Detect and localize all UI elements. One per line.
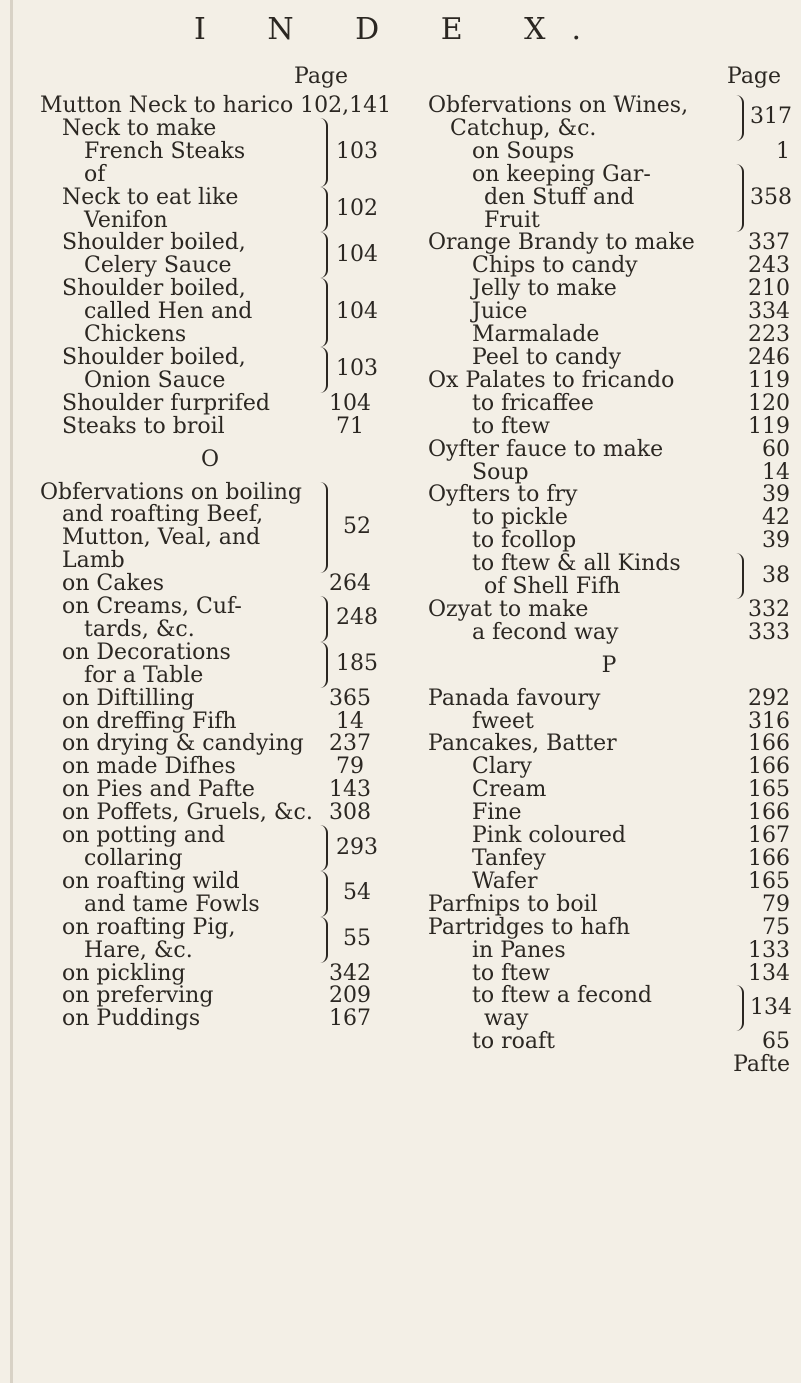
index-entry	[428, 914, 790, 940]
entry-text: collaring	[84, 846, 183, 871]
entry-text: called Hen and	[84, 299, 253, 325]
index-entry-group	[40, 278, 380, 347]
entry-text: on Soups	[472, 138, 575, 164]
index-entry	[428, 733, 790, 756]
entry-page: 166	[748, 800, 790, 826]
entry-text: Shoulder boiled,	[62, 276, 246, 302]
index-entry	[428, 413, 790, 439]
index-entry-group	[40, 914, 380, 963]
entry-page: 165	[748, 777, 790, 803]
entry-text: Mutton, Veal, and	[62, 525, 261, 551]
entry-page: 292	[748, 685, 790, 711]
brace-mark	[732, 164, 744, 233]
left-page-label: Page	[294, 64, 349, 89]
entry-page: 165	[748, 868, 790, 894]
entry-lines	[40, 914, 316, 963]
index-entry	[40, 685, 380, 711]
entry-lines	[428, 95, 732, 141]
index-entry-group	[428, 161, 792, 233]
entry-text: tards, &c.	[84, 616, 195, 642]
entry-text: to fcollop	[472, 528, 577, 554]
entry-text: for a Table	[84, 662, 204, 688]
entry-text: on Puddings	[62, 1006, 201, 1032]
index-entry-group	[40, 479, 380, 574]
index-entry	[428, 848, 790, 871]
entry-page: 79	[762, 891, 790, 917]
brace-mark	[316, 917, 328, 963]
index-entry	[40, 93, 392, 118]
entry-lines	[428, 553, 732, 599]
entry-page: 39	[762, 528, 790, 554]
entry-text: Chips to candy	[472, 253, 638, 279]
entry-text: a fecond way	[472, 619, 619, 645]
entry-page: 42	[762, 505, 790, 531]
entry-text: Neck to eat like	[62, 184, 239, 210]
entry-page: 166	[748, 754, 790, 780]
index-entry-group	[40, 115, 380, 187]
index-entry	[428, 436, 790, 462]
index-entry	[40, 733, 380, 756]
entry-page: 264	[329, 571, 371, 597]
entry-text: Lamb	[62, 548, 125, 574]
entry-lines	[40, 278, 316, 347]
index-entry	[428, 937, 790, 963]
entry-page: 133	[748, 937, 790, 963]
index-entry	[428, 825, 790, 848]
index-entry	[40, 390, 380, 416]
right-page-label: Page	[727, 64, 782, 89]
entry-page: 185	[336, 651, 378, 677]
index-entry	[428, 960, 790, 986]
entry-page: 334	[748, 299, 790, 325]
entry-text: Ox Palates to fricando	[428, 367, 675, 393]
index-entry	[428, 301, 790, 324]
entry-text: Wafer	[472, 868, 538, 894]
entry-lines	[40, 479, 316, 574]
entry-lines	[428, 985, 732, 1031]
index-entry	[40, 708, 380, 734]
index-entry	[428, 619, 790, 645]
entry-text: way	[484, 1006, 529, 1032]
index-entry	[428, 459, 790, 485]
index-entry	[428, 1031, 790, 1054]
entry-page: 209	[329, 983, 371, 1009]
entry-page: 119	[748, 413, 790, 439]
index-entry	[428, 324, 790, 347]
entry-text: Oyfter fauce to make	[428, 436, 664, 462]
index-entry	[40, 779, 380, 802]
entry-text: Clary	[472, 754, 532, 780]
entry-page: 1	[776, 138, 790, 164]
index-entry-group	[40, 868, 380, 917]
index-entry	[428, 708, 790, 734]
entry-text: Onion Sauce	[84, 367, 226, 393]
index-entry	[428, 530, 790, 553]
index-entry	[428, 390, 790, 416]
brace-mark	[316, 871, 328, 917]
entry-text: French Steaks	[84, 138, 246, 164]
brace-mark	[732, 553, 744, 599]
section-letter-o: O	[200, 446, 220, 472]
entry-lines	[40, 596, 316, 642]
index-entry	[428, 367, 790, 393]
entry-page: 119	[748, 367, 790, 393]
entry-text: Partridges to hafh	[428, 914, 630, 940]
index-entry-group	[40, 639, 380, 688]
index-entry	[428, 779, 790, 802]
index-entry-group	[428, 553, 790, 599]
index-entry	[428, 868, 790, 894]
brace-mark	[732, 95, 744, 141]
index-entry	[40, 1008, 380, 1031]
entry-text: to ftew a fecond	[472, 983, 652, 1009]
entry-text: on Poffets, Gruels, &c.	[62, 800, 313, 826]
entry-text: Ozyat to make	[428, 596, 589, 622]
entry-page: 102	[336, 196, 378, 222]
entry-page: 14	[336, 708, 364, 734]
right-entries-p	[428, 685, 792, 1055]
entry-text: Cream	[472, 777, 547, 803]
index-entry	[428, 255, 790, 278]
entry-text: Neck to make	[62, 115, 217, 141]
entry-page: 134	[750, 994, 792, 1020]
entry-page: 55	[343, 926, 371, 952]
index-entry	[428, 891, 790, 917]
entry-text: Tanfey	[472, 846, 546, 871]
entry-text: Shoulder boiled,	[62, 230, 246, 256]
entry-text: fweet	[472, 708, 534, 734]
entry-page: 210	[748, 276, 790, 302]
index-entry	[428, 596, 790, 622]
entry-text: and tame Fowls	[84, 891, 260, 917]
brace-mark	[316, 596, 328, 642]
entry-text: of	[84, 161, 106, 187]
index-entry-group	[40, 232, 380, 278]
index-entry	[428, 232, 790, 255]
index-entry-group	[40, 596, 380, 642]
entry-page: 54	[343, 880, 371, 906]
entry-page: 65	[762, 1029, 790, 1055]
entry-text: of Shell Fifh	[484, 574, 621, 600]
catchword: Pafte	[733, 1052, 790, 1078]
entry-page: 104	[329, 390, 371, 416]
entry-page: 104	[336, 299, 378, 325]
entry-page: 342	[329, 960, 371, 986]
left-entries-o	[40, 479, 380, 1032]
index-entry	[40, 985, 380, 1008]
entry-page: 223	[748, 322, 790, 348]
brace-mark	[316, 187, 328, 233]
entry-text: Marmalade	[472, 322, 600, 348]
entry-text: to pickle	[472, 505, 568, 531]
entry-text: Peel to candy	[472, 344, 622, 370]
index-entry	[40, 802, 380, 825]
entry-page: 103	[336, 356, 378, 382]
entry-page: 60	[762, 436, 790, 462]
brace-mark	[316, 118, 328, 187]
entry-text: Venifon	[84, 207, 168, 233]
entry-text: Pink coloured	[472, 823, 626, 849]
entry-page: 103	[336, 138, 378, 164]
entry-text: to ftew	[472, 960, 550, 986]
entry-text: Parfnips to boil	[428, 891, 598, 917]
entry-text: Fruit	[484, 207, 540, 233]
entry-lines	[40, 639, 316, 688]
entry-page: 39	[762, 482, 790, 508]
brace-mark	[316, 278, 328, 347]
entry-lines	[40, 184, 316, 233]
entry-text: on Cakes	[62, 571, 164, 597]
entry-text: den Stuff and	[484, 184, 635, 210]
entry-page: 52	[343, 513, 371, 539]
index-entry	[428, 685, 790, 711]
entry-text: Hare, &c.	[84, 937, 193, 963]
entry-page: 317	[750, 104, 792, 130]
page-header: I N D E X.	[193, 12, 608, 47]
entry-text: Chickens	[84, 322, 187, 348]
entry-text: Steaks to broil	[62, 413, 225, 439]
index-entry	[428, 802, 790, 825]
entry-page: 308	[329, 800, 371, 826]
entry-page: 75	[762, 914, 790, 940]
entry-text: on roafting wild	[62, 868, 240, 894]
entry-lines	[40, 344, 316, 393]
entry-text: on Decorations	[62, 639, 231, 665]
section-letter-p: P	[601, 652, 617, 678]
entry-text: on made Difhes	[62, 754, 236, 780]
entry-text: Oyfters to fry	[428, 482, 578, 508]
index-entry	[428, 507, 790, 530]
entry-text: Fine	[472, 800, 522, 826]
entry-page: 248	[336, 605, 378, 631]
entry-page: 141	[349, 93, 392, 118]
entry-text: Catchup, &c.	[450, 115, 597, 141]
entry-page: 337	[748, 230, 790, 256]
entry-page: 316	[748, 708, 790, 734]
entry-page: 143	[329, 777, 371, 803]
entry-text: in Panes	[472, 937, 566, 963]
entry-text: on pickling	[62, 960, 186, 986]
entry-page: 104	[336, 241, 378, 267]
index-entry-group	[40, 184, 380, 233]
entry-page: 237	[329, 731, 371, 757]
entry-text: Juice	[472, 299, 528, 325]
entry-text: Obfervations on Wines,	[428, 93, 689, 118]
brace-mark	[316, 232, 328, 278]
entry-text: on preferving	[62, 983, 214, 1009]
entry-page: 38	[762, 562, 790, 588]
entry-page: 166	[748, 731, 790, 757]
entry-text: on Pies and Pafte	[62, 777, 255, 803]
index-entry	[40, 960, 380, 986]
entry-text: Orange Brandy to make	[428, 230, 695, 256]
entry-text: on Diftilling	[62, 685, 195, 711]
entry-text: Jelly to make	[472, 276, 617, 302]
entry-page: 243	[748, 253, 790, 279]
index-entry	[428, 278, 790, 301]
brace-mark	[316, 482, 328, 574]
entry-page: 166	[748, 846, 790, 871]
index-entry-group	[428, 95, 790, 141]
entry-text: on drying & candying	[62, 731, 304, 757]
entry-text: Pancakes, Batter	[428, 731, 617, 757]
entry-text: to ftew & all Kinds	[472, 551, 681, 577]
brace-mark	[316, 642, 328, 688]
entry-text: Mutton Neck to harico 102,	[40, 93, 350, 118]
entry-lines	[40, 232, 316, 278]
entry-text: and roafting Beef,	[62, 502, 264, 528]
index-entry-group	[40, 825, 380, 871]
entry-text: to ftew	[472, 413, 550, 439]
index-entry	[428, 484, 790, 507]
entry-page: 246	[748, 344, 790, 370]
entry-page: 332	[748, 596, 790, 622]
entry-lines	[40, 825, 316, 871]
brace-mark	[732, 985, 744, 1031]
entry-text: Obfervations on boiling	[40, 479, 303, 505]
entry-text: Shoulder furprifed	[62, 390, 271, 416]
entry-page: 14	[762, 459, 790, 485]
entry-text: Panada favoury	[428, 685, 601, 711]
entry-text: on Creams, Cuf-	[62, 594, 242, 620]
entry-text: to fricaffee	[472, 390, 594, 416]
index-entry	[40, 573, 380, 596]
brace-mark	[316, 825, 328, 871]
index-entry	[428, 756, 790, 779]
entry-text: Soup	[472, 459, 529, 485]
entry-text: on roafting Pig,	[62, 914, 236, 940]
entry-page: 333	[748, 619, 790, 645]
index-entry-group	[40, 344, 380, 393]
index-entry-group	[428, 985, 790, 1031]
entry-page: 358	[750, 184, 792, 210]
entry-page: 293	[336, 834, 378, 860]
entry-lines	[40, 868, 316, 917]
entry-text: on dreffing Fifh	[62, 708, 237, 734]
entry-page: 79	[336, 754, 364, 780]
left-entries	[40, 93, 392, 439]
entry-page: 134	[748, 960, 790, 986]
page-edge-shadow	[10, 0, 13, 1383]
index-entry	[428, 344, 790, 370]
entry-text: on keeping Gar-	[472, 161, 651, 187]
right-column	[428, 95, 790, 1077]
entry-text: Celery Sauce	[84, 253, 232, 279]
right-entries	[428, 95, 790, 645]
entry-page: 167	[329, 1006, 371, 1032]
entry-page: 120	[748, 390, 790, 416]
index-entry	[40, 756, 380, 779]
entry-lines	[428, 161, 732, 233]
entry-text: to roaft	[472, 1029, 555, 1055]
left-column	[40, 93, 392, 1032]
brace-mark	[316, 347, 328, 393]
entry-text: Shoulder boiled,	[62, 344, 246, 370]
index-entry	[428, 138, 790, 164]
entry-page: 167	[748, 823, 790, 849]
entry-page: 71	[336, 413, 364, 439]
entry-lines	[40, 115, 316, 187]
index-entry	[40, 413, 380, 439]
entry-page: 365	[329, 685, 371, 711]
entry-text: on potting and	[62, 823, 226, 849]
